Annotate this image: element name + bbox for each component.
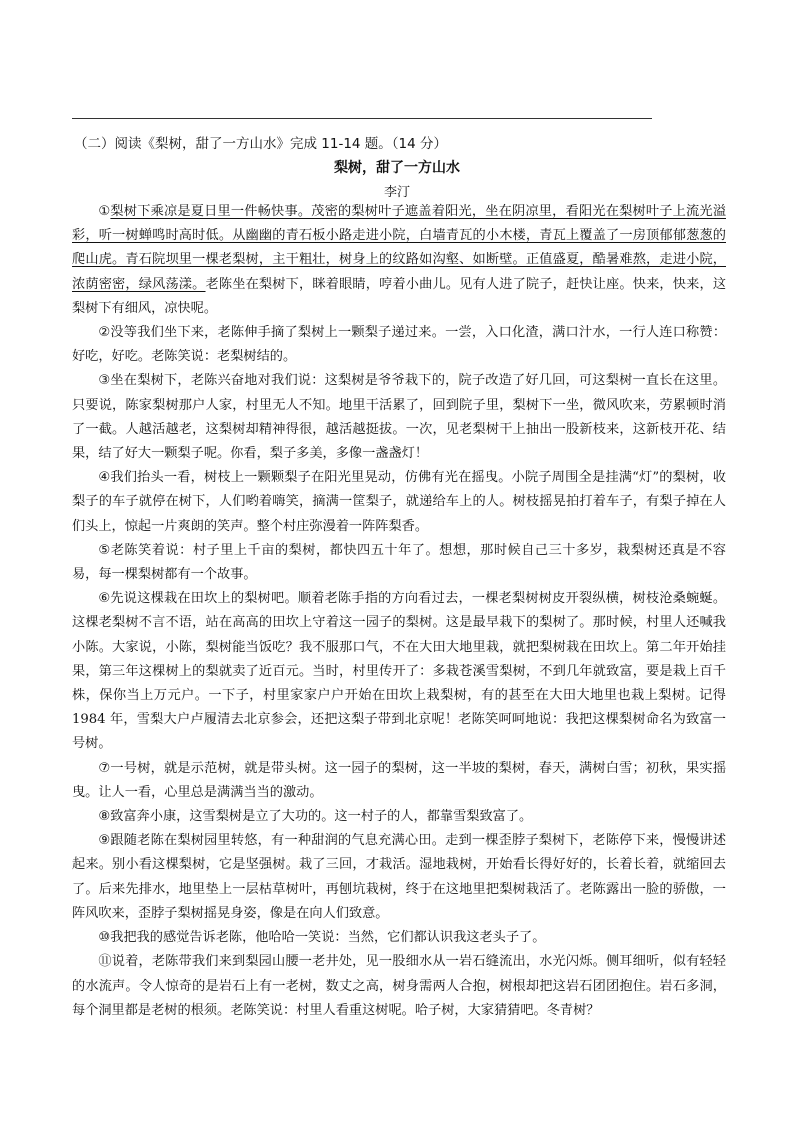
paragraph-2 — [72, 321, 726, 369]
paragraph-number: ⑪ — [98, 954, 112, 970]
paragraph-text: 致富奔小康，这雪梨树是立了大功的。这一村子的人，都靠雪梨致富了。 — [110, 809, 533, 825]
paragraph-number: ⑧ — [98, 809, 111, 825]
paragraph-text: 坐在梨树下，老陈兴奋地对我们说：这梨树是爷爷栽下的，院子改造了好几回，可这梨树一直长在这里。只要说，陈家梨树那户人家，村里无人不知。地里干活累了，回到院子里，梨树下一坐，微风吹来，劳累顿时消了一截。人越活越老，这梨树却精神得很，越活越挺拔。一次，见老梨树干上抽出一股新枝来，这新枝开花、结果，结了好大一颗梨子呢。你看，梨子多美，多像一盏盏灯！ — [72, 373, 726, 462]
author-name: 李汀 — [383, 185, 410, 200]
paragraph-8 — [72, 805, 726, 829]
paragraph-number: ⑨ — [98, 833, 111, 849]
paragraph-number: ② — [98, 325, 111, 341]
paragraph-text: 我们抬头一看，树枝上一颗颗梨子在阳光里晃动，仿佛有光在摇曳。小院子周围全是挂满“灯”的梨树，收梨子的车子就停在树下，人们哟着嗨笑，摘满一筐梨子，就递给车上的人。树枝摇晃拍打着车子，有梨子掉在人们头上，惊起一片爽朗的笑声。整个村庄弥漫着一阵阵梨香。 — [72, 470, 726, 534]
article-body — [72, 200, 726, 1023]
underlined-passage: 梨树下乘凉是夏日里一件畅快事。茂密的梨树叶子遮盖着阳光，坐在阴凉里，看阳光在梨树叶子上流光溢彩，听一树蝉鸣时高时低。从幽幽的青石板小路走进小院，白墙青瓦的小木楼，青瓦上覆盖了一房顶郁郁葱葱的爬山虎。青石院坝里一棵老梨树，主干粗壮，树身上的纹路如沟壑、如断壁。正值盛夏，酷暑难熬，走进小院，浓荫密密，绿风荡漾。 — [72, 204, 726, 292]
paragraph-text: 跟随老陈在梨树园里转悠，有一种甜润的气息充满心田。走到一棵歪脖子梨树下，老陈停下来，慢慢讲述起来。别小看这棵梨树，它是坚强树。栽了三回，才栽活。湿地栽树，开始看长得好好的，长着长着，就缩回去了。后来先排水，地里垫上一层枯草树叶，再刨坑栽树，终于在这地里把梨树栽活了。老陈露出一脸的骄傲，一阵风吹来，歪脖子梨树摇晃身姿，像是在向人们致意。 — [72, 833, 726, 921]
paragraph-number: ⑦ — [98, 760, 111, 776]
paragraph-text: 没等我们坐下来，老陈伸手摘了梨树上一颗梨子递过来。一尝，入口化渣，满口汁水，一行人连口称赞：好吃，好吃。老陈笑说：老梨树结的。 — [72, 325, 726, 365]
paragraph-7 — [72, 757, 726, 805]
paragraph-number: ⑥ — [98, 591, 111, 607]
paragraph-9 — [72, 829, 726, 926]
paragraph-1 — [72, 200, 726, 321]
paragraph-6 — [72, 587, 726, 756]
paragraph-text: 我把我的感觉告诉老陈，他哈哈一笑说：当然，它们都认识我这老头子了。 — [110, 930, 546, 946]
section-title: （二）阅读《梨树，甜了一方山水》完成 11-14 题。（14 分） — [74, 136, 448, 152]
paragraph-text: 老陈坐在梨树下，眯着眼睛，哼着小曲儿。见有人进了院子，赶快让座。快来，快来，这梨树下有细风，凉快呢。 — [72, 276, 727, 316]
paragraph-text: 一号树，就是示范树，就是带头树。这一园子的梨树，这一半坡的梨树，春天，满树白雪；初秋，果实摇曳。让人一看，心里总是满满当当的激动。 — [72, 760, 726, 800]
paragraph-text: 先说这棵栽在田坎上的梨树吧。顺着老陈手指的方向看过去，一棵老梨树树皮开裂纵横，树枝沧桑蜿蜒。这棵老梨树不言不语，站在高高的田坎上守着这一园子的梨树。这是最早栽下的梨树了。那时候，村里人还喊我小陈。大家说，小陈，梨树能当饭吃？我不服那口气，不在大田大地里栽，就把梨树栽在田坎上。第二年开始挂果，第三年这棵树上的梨就卖了近百元。当时，村里传开了：多栽苍溪雪梨树，不到几年就致富，要是栽上百千株，保你当上万元户。一下子，村里家家户户开始在田坎上栽梨树，有的甚至在大田大地里也栽上梨树。记得 1984 年，雪梨大户卢履清去北京参会，还把这梨子带到北京呢！老陈笑呵呵地说：我把这棵梨树命名为致富一号树。 — [72, 591, 726, 752]
paragraph-number: ⑩ — [98, 930, 111, 946]
paragraph-number: ① — [98, 204, 111, 219]
paragraph-10 — [72, 926, 726, 950]
paragraph-11 — [72, 950, 726, 1023]
paragraph-3 — [72, 369, 726, 466]
paragraph-5 — [72, 539, 726, 587]
paragraph-text: 说着，老陈带我们来到梨园山腰一老井处，见一股细水从一岩石缝流出，水光闪烁。侧耳细听，似有轻轻的水流声。令人惊奇的是岩石上有一老树，数丈之高，树身需两人合抱，树根却把这岩石团团抱住。岩石多洞，每个洞里都是老树的根须。老陈笑说：村里人看重这树呢。哈子树，大家猜猜吧。冬青树？ — [72, 954, 726, 1018]
paragraph-text: 老陈笑着说：村子里上千亩的梨树，都快四五十年了。想想，那时候自己三十多岁，栽梨树还真是不容易，每一棵梨树都有一个故事。 — [72, 542, 726, 583]
paragraph-number: ③ — [98, 373, 111, 389]
paragraph-4 — [72, 466, 726, 539]
header-rule — [72, 118, 652, 119]
paragraph-number: ⑤ — [98, 542, 111, 558]
article-title: 梨树，甜了一方山水 — [334, 160, 460, 176]
paragraph-number: ④ — [98, 470, 111, 486]
